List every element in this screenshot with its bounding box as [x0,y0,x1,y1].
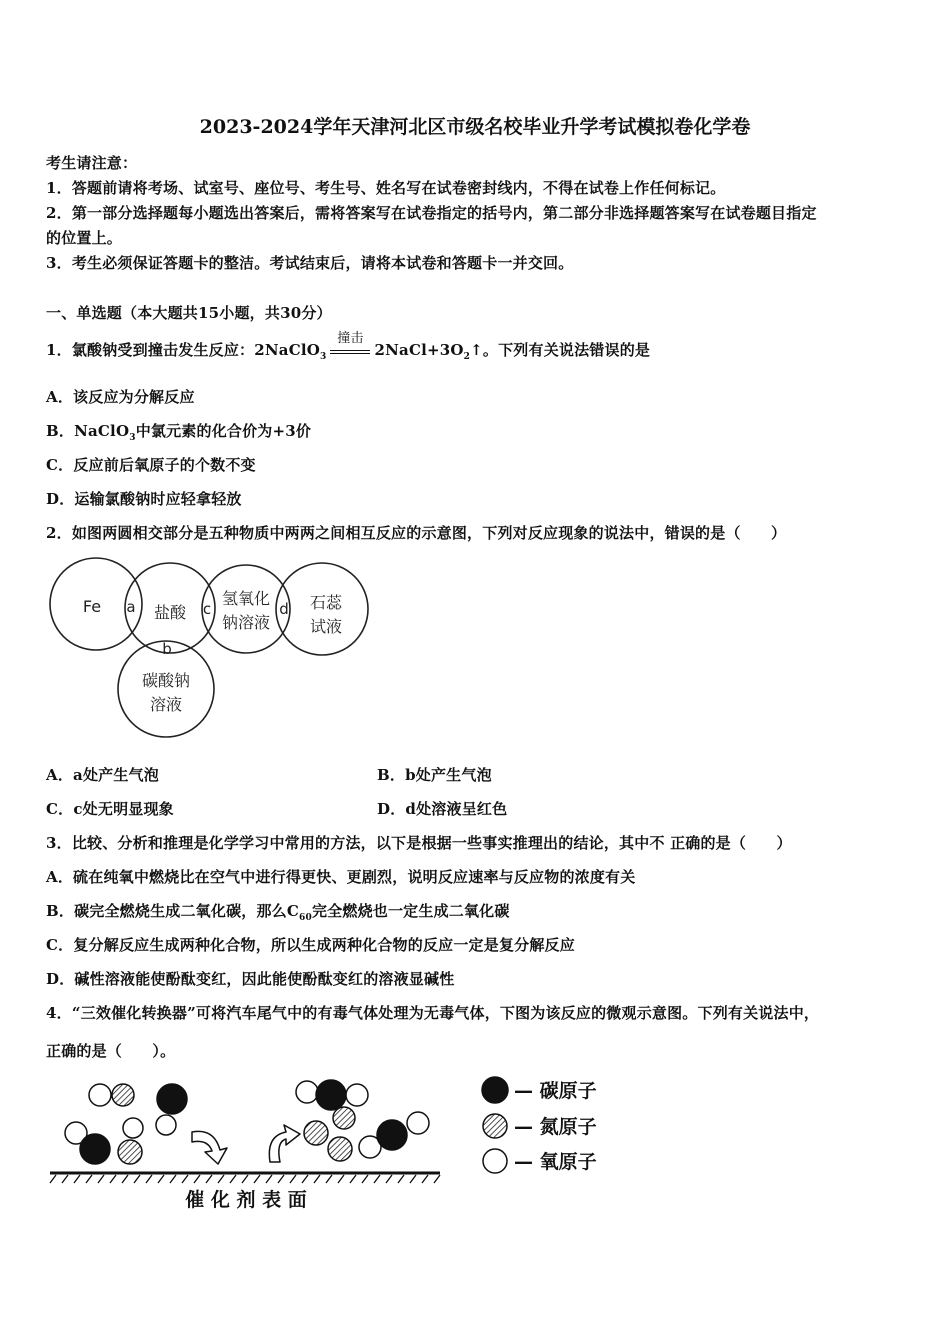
q1-option-a: A．该反应为分解反应 [46,388,195,406]
q3-option-b [46,900,510,923]
notice-item-1: 1．答题前请将考场、试室号、座位号、考生号、姓名写在试卷密封线内，不得在试卷上作任何标记。 [46,179,726,197]
arrow-up-icon [269,1125,300,1162]
q3-stem: 3．比较、分析和推理是化学学习中常用的方法，以下是根据一些事实推理出的结论，其中不 正确的是（ ） [46,834,792,852]
label-c: c [202,600,212,618]
nitrogen-atom [328,1137,352,1161]
oxygen-atom [407,1112,429,1134]
q1-product: 2NaCl+3O [374,341,464,359]
carbon-atom [316,1080,346,1110]
nitrogen-atom [304,1121,328,1145]
reaction-condition-arrow [328,331,372,359]
q2-stem: 2．如图两圆相交部分是五种物质中两两之间相互反应的示意图，下列对反应现象的说法中，错误的是（ ） [46,524,787,542]
q1-stem [46,331,651,362]
oxygen-atom [123,1118,143,1138]
q2-option-b: B．b处产生气泡 [377,766,492,784]
q3-option-d: D．碱性溶液能使酚酞变红，因此能使酚酞变红的溶液显碱性 [46,970,455,988]
q1-sub-3: 3 [320,352,327,362]
section-heading: 一、单选题（本大题共15小题，共30分） [46,304,332,322]
q1-option-b-sub: 3 [129,433,136,443]
q4-stem-line1: 4．“三效催化转换器”可将汽车尾气中的有毒气体处理为无毒气体，下图为该反应的微观示意图。下列有关说法中， [46,1004,820,1022]
catalyst-surface-label: 催 化 剂 表 面 [185,1189,307,1211]
label-na2co3-2: 溶液 [149,695,183,714]
legend-oxygen-icon [483,1149,507,1173]
q1-option-b [46,420,311,443]
label-naoh-2: 钠溶液 [221,613,271,632]
q4-stem-line2: 正确的是（ ）。 [46,1042,176,1060]
carbon-atom [157,1084,187,1114]
label-fe: Fe [82,597,102,616]
oxygen-atom [156,1115,176,1135]
legend-oxygen-label: — 氧原子 [514,1151,597,1173]
nitrogen-atom [118,1140,142,1164]
q3-option-b-prefix: B．碳完全燃烧生成二氧化碳，那么C [46,902,300,920]
q1-stem-prefix: 1．氯酸钠受到撞击发生反应：2NaClO [46,341,321,359]
arrow-down-icon [192,1131,227,1164]
reaction-circles-diagram [40,556,380,746]
legend-nitrogen-icon [483,1114,507,1138]
q3-option-c: C．复分解反应生成两种化合物，所以生成两种化合物的反应一定是复分解反应 [46,936,575,954]
notice-item-2: 2．第一部分选择题每小题选出答案后，需将答案写在试卷指定的括号内，第二部分非选择题答案写在试卷题目指定 [46,204,817,222]
label-litmus-2: 试液 [309,617,343,636]
nitrogen-atom [112,1084,134,1106]
notice-item-3: 3．考生必须保证答题卡的整洁。考试结束后，请将本试卷和答题卡一并交回。 [46,254,574,272]
legend-carbon-icon [482,1077,508,1103]
q1-option-c: C．反应前后氧原子的个数不变 [46,456,256,474]
notice-heading: 考生请注意： [46,154,138,172]
label-na2co3-1: 碳酸钠 [141,671,191,690]
oxygen-atom [346,1084,368,1106]
q2-option-a: A．a处产生气泡 [46,766,159,784]
oxygen-atom [89,1084,111,1106]
q1-option-b-prefix: B．NaClO [46,422,130,440]
q1-option-b-suffix: 中氯元素的化合价为+3价 [135,422,312,440]
label-litmus-1: 石蕊 [309,593,343,612]
label-a: a [126,598,136,616]
carbon-atom [377,1120,407,1150]
q3-option-b-sub: 60 [299,913,312,923]
label-d: d [279,600,289,618]
carbon-atom [80,1134,110,1164]
page-title: 2023-2024学年天津河北区市级名校毕业升学考试模拟卷化学卷 [199,116,751,138]
q2-option-d: D．d处溶液呈红色 [377,800,508,818]
notice-item-2-cont: 的位置上。 [46,229,123,247]
reaction-condition: 撞击 [337,331,364,346]
label-hcl: 盐酸 [153,603,187,622]
oxygen-atom [296,1081,318,1103]
surface-hatching [50,1175,440,1183]
q2-option-c: C．c处无明显现象 [46,800,174,818]
catalytic-converter-diagram [44,1072,624,1222]
legend-carbon-label: — 碳原子 [514,1080,597,1102]
q1-option-d: D．运输氯酸钠时应轻拿轻放 [46,490,242,508]
q3-option-b-suffix: 完全燃烧也一定生成二氧化碳 [311,902,510,920]
q3-option-a: A．硫在纯氧中燃烧比在空气中进行得更快、更剧烈，说明反应速率与反应物的浓度有关 [46,868,636,886]
q1-stem-suffix: ↑。下列有关说法错误的是 [470,341,651,359]
q1-sub-2: 2 [463,352,471,362]
nitrogen-atom [333,1107,355,1129]
label-b: b [162,640,172,658]
label-naoh-1: 氢氧化 [221,589,271,608]
legend-nitrogen-label: — 氮原子 [514,1116,597,1138]
